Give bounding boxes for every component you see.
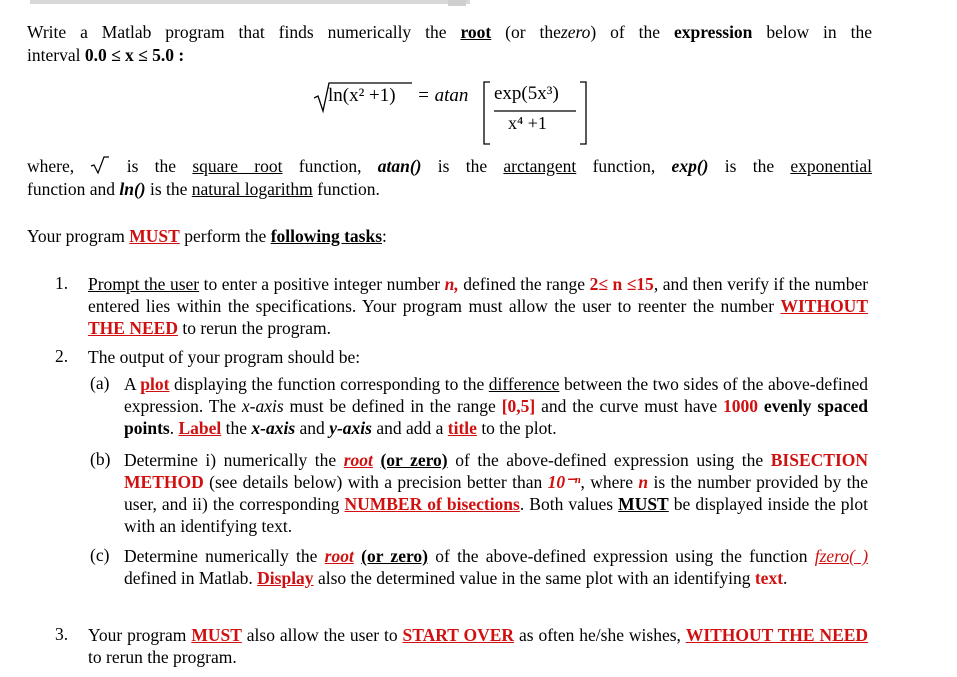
top-marker bbox=[448, 0, 466, 6]
where-line-2: function and ln() is the natural logarithm function. bbox=[27, 179, 380, 199]
intro-line-1: Write a Matlab program that finds numerically the root (or thezero) of the expression below in the bbox=[27, 22, 872, 42]
numerator: exp(5x³) bbox=[494, 83, 559, 104]
item-1-number: 1. bbox=[55, 273, 69, 293]
item-2a-text: A plot displaying the function corresponding to the difference between the two sides of the above-defined expression. The x-axis must be defined in the range [0,5] and the curve must have 1000 evenly spaced points. Label the x-axis and y-axis and add a title to the plot. bbox=[124, 374, 869, 438]
item-3-text: Your program MUST also allow the user to START OVER as often he/she wishes, WITHOUT THE NEED to rerun the program. bbox=[88, 625, 869, 667]
sqrt-symbol-icon bbox=[90, 156, 110, 174]
intro-line-2: interval 0.0 ≤ x ≤ 5.0 : bbox=[27, 45, 185, 65]
natural-log-link: natural logarithm bbox=[191, 179, 313, 199]
item-2c-text: Determine numerically the root (or zero) of the above-defined expression using the function fzero( ) defined in Matlab. Display also the determined value in the same plot with an identifying text. bbox=[124, 546, 869, 588]
item-2-text: The output of your program should be: bbox=[88, 347, 361, 367]
interval: 0.0 ≤ x ≤ 5.0 : bbox=[84, 45, 185, 65]
item-3-number: 3. bbox=[55, 624, 69, 644]
root-term: root bbox=[460, 22, 492, 42]
item-2c-label: (c) bbox=[90, 545, 110, 565]
arctangent-link: arctangent bbox=[503, 156, 577, 176]
item-1-text: Prompt the user to enter a positive integer number n, defined the range 2≤ n ≤15, and then verify if the number entered lies within the specifications. Your program must allow the user to reenter the number WITHOUT THE NEED to rerun the program. bbox=[88, 274, 869, 338]
where-line-1: where, is the square root function, atan() is the arctangent function, exp() is the exponential bbox=[27, 156, 873, 176]
right-bracket bbox=[580, 82, 586, 144]
square-root-link: square root bbox=[192, 156, 283, 176]
tasks-intro: Your program MUST perform the following tasks: bbox=[27, 226, 387, 246]
sqrt-body: ln(x² +1) bbox=[328, 85, 396, 106]
equals-atan: = atan bbox=[417, 85, 469, 106]
denominator: x⁴ +1 bbox=[508, 113, 547, 133]
item-2b-label: (b) bbox=[90, 449, 111, 469]
left-bracket bbox=[484, 82, 490, 144]
item-2a-label: (a) bbox=[90, 373, 110, 393]
equation bbox=[314, 80, 604, 150]
item-2b-text: Determine i) numerically the root (or zero) of the above-defined expression using the BISECTION METHOD (see details below) with a precision better than 10⁻ⁿ, where n is the number provided by the user, and ii) the corresponding NUMBER of bisections. Both values MUST be displayed inside the plot with an identifying text. bbox=[124, 450, 869, 536]
exponential-link: exponential bbox=[790, 156, 873, 176]
item-2-number: 2. bbox=[55, 346, 69, 366]
top-divider bbox=[30, 0, 470, 4]
